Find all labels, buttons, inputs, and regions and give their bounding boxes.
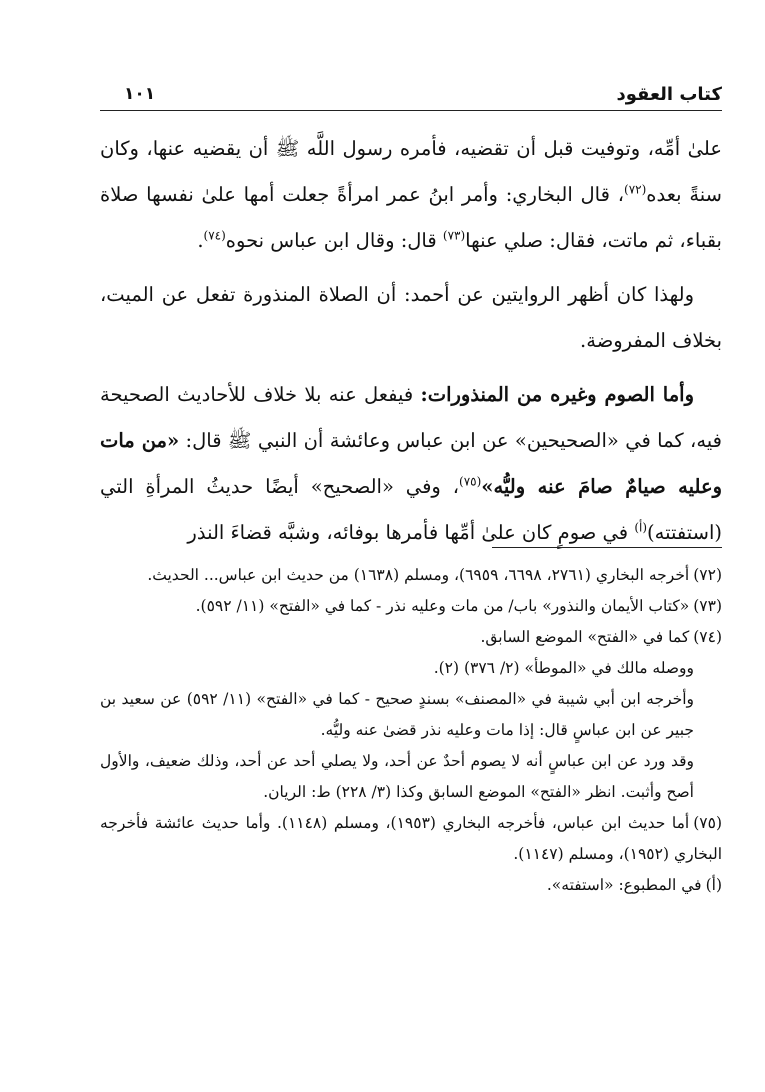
footnote-74-continuation: [100, 653, 722, 684]
footnote-ref-a: (أ): [634, 520, 648, 535]
footnote-number: (٧٢): [693, 566, 722, 584]
footnote-text: «كتاب الأيمان والنذور» باب/ من مات وعليه نذر - كما في «الفتح» (١١/ ٥٩٢).: [195, 597, 690, 615]
footnote-number: (٧٥): [693, 814, 722, 832]
paragraph-3-text-c: في صومٍ كان علىٰ أمِّها فأمرها بوفائه، وشبَّه قضاءَ النذر: [187, 521, 635, 544]
footnote-ref-74: (٧٤): [203, 228, 226, 243]
running-title: كتاب العقود: [616, 84, 722, 105]
paragraph-2: ولهذا كان أظهر الروايتين عن أحمد: أن الصلاة المنذورة تفعل عن الميت، بخلاف المفروضة.: [100, 283, 722, 352]
footnote-text: وأخرجه ابن أبي شيبة في «المصنف» بسندٍ صحيح - كما في «الفتح» (١١/ ٥٩٢) عن سعيد بن جبير عن ابن عباسٍ قال: إذا مات وعليه نذر قضىٰ عنه وليُّه.: [100, 690, 695, 739]
footnote-74: [100, 622, 722, 653]
footnote-text: أما حديث ابن عباس، فأخرجه البخاري (١٩٥٣)، ومسلم (١١٤٨). وأما حديث عائشة فأخرجه البخاري (١٩٥٢)، ومسلم (١١٤٧).: [100, 814, 722, 863]
footnote-number: (٧٣): [693, 597, 722, 615]
footnote-text: ووصله مالك في «الموطأ» (٢/ ٣٧٦) (٢).: [433, 659, 694, 677]
footnote-text: أخرجه البخاري (٢٧٦١، ٦٦٩٨، ٦٩٥٩)، ومسلم (١٦٣٨) من حديث ابن عباس... الحديث.: [147, 566, 690, 584]
paragraph-1-text-c: قال: وقال ابن عباس نحوه: [225, 229, 443, 252]
footnote-ref-72: (٧٢): [624, 182, 647, 197]
hadith-quote: «من مات وعليه صيامٌ صامَ عنه وليُّه»: [100, 429, 723, 498]
paragraph-1-text-d: .: [197, 229, 204, 252]
paragraph-1-text-a: علىٰ أمِّه، وتوفيت قبل أن تقضيه، فأمره رسول اللَّه ﷺ أن يقضيه عنها، وكان سنةً بعده: [100, 137, 722, 206]
footnote-ref-75: (٧٥): [459, 474, 482, 489]
paragraph-3-lead: وأما الصوم وغيره من المنذورات:: [420, 383, 694, 406]
paragraph-1: [100, 126, 722, 264]
paragraph-3: [100, 372, 722, 556]
footnotes: [100, 560, 722, 901]
paragraph-3-text-a: فيفعل عنه بلا خلاف للأحاديث الصحيحة فيه، كما في «الصحيحين» عن ابن عباس وعائشة أن النبي ﷺ قال:: [100, 383, 722, 452]
running-header: [100, 80, 722, 111]
footnote-72: [100, 560, 722, 591]
footnote-a: [100, 870, 722, 901]
paragraph-3-text-b: ، وفي «الصحيح» أيضًا حديثُ المرأةِ التي (استفتته): [100, 475, 722, 544]
footnote-text: وقد ورد عن ابن عباسٍ أنه لا يصوم أحدٌ عن أحد، ولا يصلي أحد عن أحد، وذلك ضعيف، والأول أصح وأثبت. انظر «الفتح» الموضع السابق وكذا (٣/ ٢٢٨) ط: الريان.: [100, 752, 694, 801]
footnote-text: كما في «الفتح» الموضع السابق.: [480, 628, 690, 646]
paragraph-1-text-b: ، قال البخاري: وأمر ابنُ عمر امرأةً جعلت أمها علىٰ نفسها صلاة بقباء، ثم ماتت، فقال: صلي عنها: [100, 183, 722, 252]
footnote-number: (أ): [705, 876, 722, 894]
footnote-74-continuation: [100, 746, 722, 808]
page-number: ١٠١: [124, 84, 156, 104]
footnote-74-continuation: [100, 684, 722, 746]
main-text: [100, 126, 722, 564]
footnote-divider: [492, 547, 722, 548]
footnote-75: [100, 808, 722, 870]
footnote-73: [100, 591, 722, 622]
footnote-ref-73: (٧٣): [442, 228, 466, 243]
footnote-number: (٧٤): [693, 628, 722, 646]
footnote-text: في المطبوع: «استفته».: [546, 876, 702, 894]
